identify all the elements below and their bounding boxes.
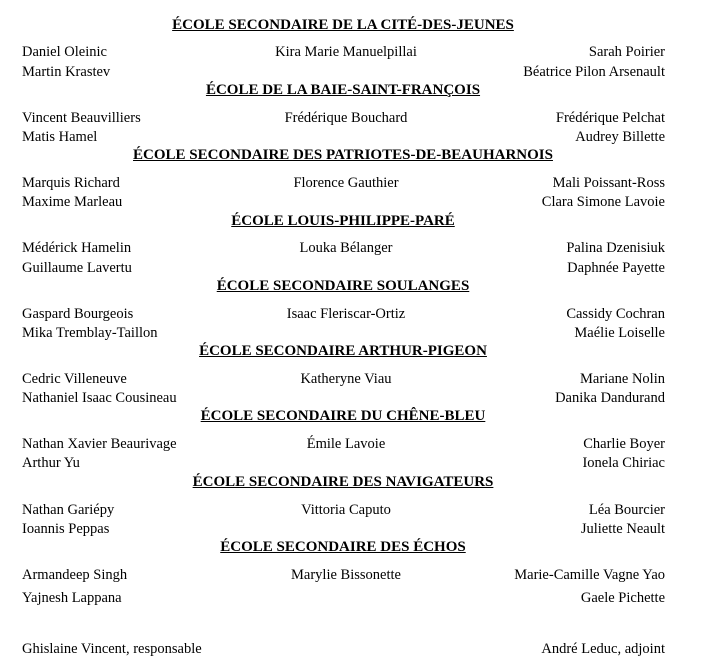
name-left: Armandeep Singh <box>22 567 128 583</box>
name-left: Matis Hamel <box>22 129 98 145</box>
name-left: Marquis Richard <box>22 175 120 191</box>
name-center: Isaac Fleriscar-Ortiz <box>286 306 406 322</box>
name-left: Nathaniel Isaac Cousineau <box>22 390 177 406</box>
name-right: Cassidy Cochran <box>566 306 665 322</box>
name-center: Florence Gauthier <box>293 175 399 191</box>
school-title: ÉCOLE SECONDAIRE DE LA CITÉ-DES-JEUNES <box>172 17 514 33</box>
name-right: Marie-Camille Vagne Yao <box>514 567 665 583</box>
name-left: Maxime Marleau <box>22 194 123 210</box>
name-left: Martin Krastev <box>22 64 111 80</box>
name-right: Frédérique Pelchat <box>555 110 665 126</box>
school-title: ÉCOLE SECONDAIRE ARTHUR-PIGEON <box>199 343 487 359</box>
name-right: Gaele Pichette <box>580 590 665 606</box>
name-left: Médérick Hamelin <box>22 240 132 256</box>
footer-responsable: Ghislaine Vincent, responsable <box>22 641 202 657</box>
name-left: Daniel Oleinic <box>22 44 107 60</box>
name-right: Danika Dandurand <box>555 390 665 406</box>
school-title: ÉCOLE DE LA BAIE-SAINT-FRANÇOIS <box>205 82 481 98</box>
school-title: ÉCOLE SECONDAIRE DES PATRIOTES-DE-BEAUHARNOIS <box>133 147 553 163</box>
name-left: Ioannis Peppas <box>22 521 110 537</box>
name-center: Marylie Bissonette <box>291 567 401 583</box>
name-left: Mika Tremblay-Taillon <box>22 325 158 341</box>
school-title: ÉCOLE LOUIS-PHILIPPE-PARÉ <box>231 213 455 229</box>
name-right: Palina Dzenisiuk <box>566 240 665 256</box>
name-left: Guillaume Lavertu <box>22 260 132 276</box>
footer-adjoint: André Leduc, adjoint <box>541 641 665 657</box>
name-center: Vittoria Caputo <box>301 502 391 518</box>
name-left: Arthur Yu <box>22 455 80 471</box>
name-center: Katheryne Viau <box>300 371 392 387</box>
name-left: Gaspard Bourgeois <box>22 306 134 322</box>
name-right: Audrey Billette <box>575 129 665 145</box>
name-right: Daphnée Payette <box>567 260 665 276</box>
name-left: Yajnesh Lappana <box>22 590 122 606</box>
name-right: Mali Poissant-Ross <box>552 175 665 191</box>
school-title: ÉCOLE SECONDAIRE DU CHÊNE-BLEU <box>200 408 486 424</box>
school-title: ÉCOLE SECONDAIRE SOULANGES <box>216 278 470 294</box>
name-left: Vincent Beauvilliers <box>22 110 141 126</box>
name-right: Clara Simone Lavoie <box>541 194 665 210</box>
name-right: Mariane Nolin <box>580 371 665 387</box>
name-right: Léa Bourcier <box>588 502 665 518</box>
school-title: ÉCOLE SECONDAIRE DES ÉCHOS <box>220 539 466 555</box>
name-right: Ionela Chiriac <box>582 455 665 471</box>
name-center: Louka Bélanger <box>299 240 393 256</box>
name-left: Nathan Xavier Beaurivage <box>22 436 177 452</box>
name-center: Kira Marie Manuelpillai <box>275 44 417 60</box>
name-right: Charlie Boyer <box>583 436 665 452</box>
name-left: Cedric Villeneuve <box>22 371 127 387</box>
name-right: Maélie Loiselle <box>574 325 665 341</box>
name-center: Frédérique Bouchard <box>284 110 408 126</box>
name-right: Sarah Poirier <box>588 44 665 60</box>
school-title: ÉCOLE SECONDAIRE DES NAVIGATEURS <box>192 474 494 490</box>
name-center: Émile Lavoie <box>306 436 386 452</box>
name-left: Nathan Gariépy <box>22 502 115 518</box>
name-right: Béatrice Pilon Arsenault <box>523 64 665 80</box>
name-right: Juliette Neault <box>580 521 665 537</box>
